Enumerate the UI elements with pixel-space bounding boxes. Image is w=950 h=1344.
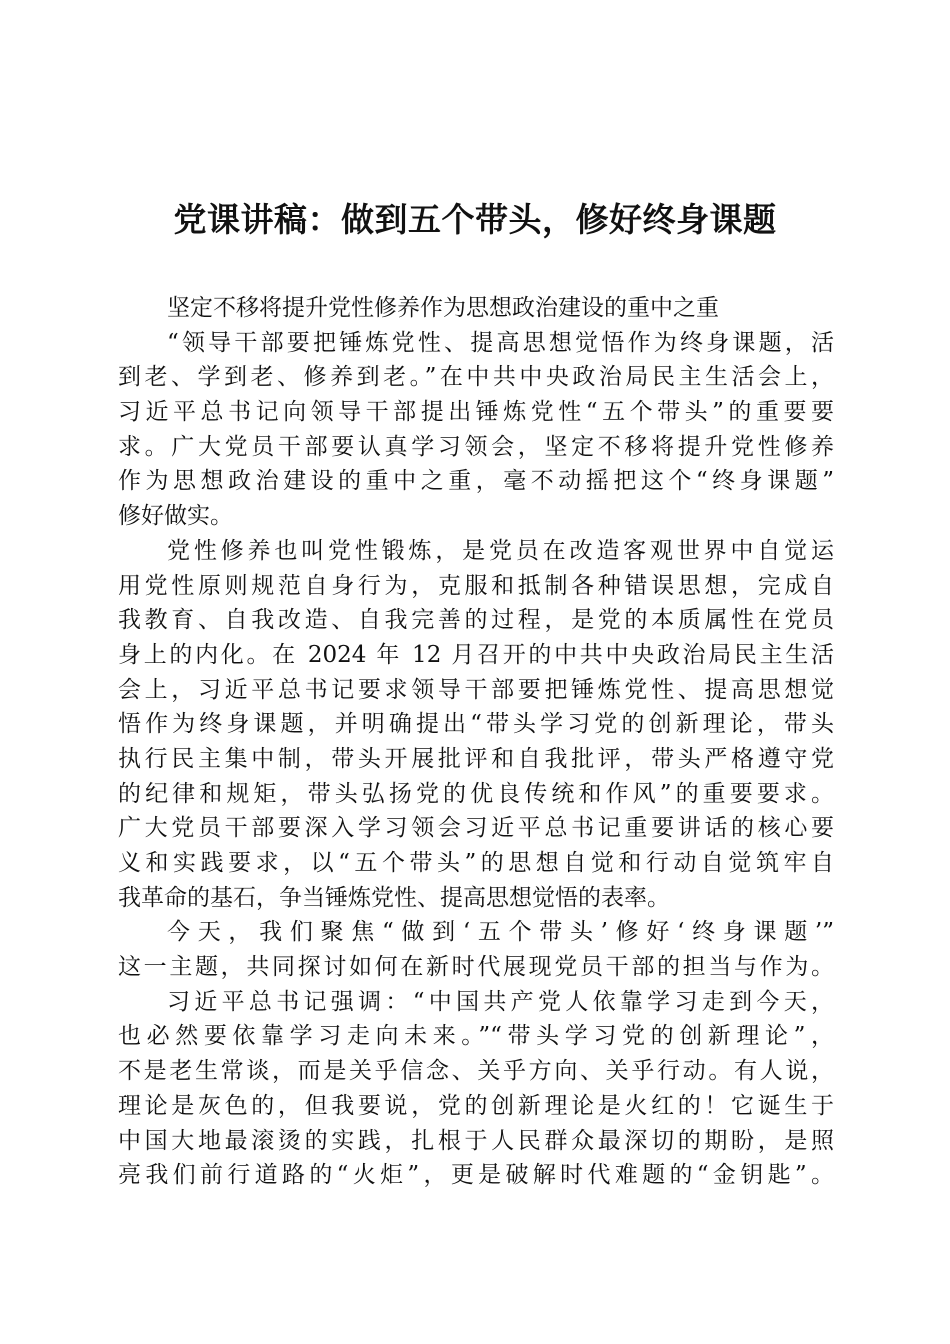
text-line: 作为思想政治建设的重中之重，毫不动摇把这个“终身课题” <box>118 468 834 495</box>
text-line: 到老、学到老、修养到老。”在中共中央政治局民主生活会上， <box>118 364 834 391</box>
section-heading: 坚定不移将提升党性修养作为思想政治建设的重中之重 <box>167 295 719 321</box>
paragraph-4 <box>118 985 834 1193</box>
text-line: 习近平总书记强调：“中国共产党人依靠学习走到今天， <box>167 988 834 1015</box>
text-line: 不是老生常谈，而是关乎信念、关乎方向、关乎行动。有人说， <box>118 1058 834 1085</box>
text-line: 理论是灰色的，但我要说，党的创新理论是火红的！它诞生于 <box>118 1092 834 1119</box>
text-line: 求。广大党员干部要认真学习领会，坚定不移将提升党性修养 <box>118 433 834 460</box>
paragraph-2 <box>118 534 834 916</box>
paragraph-1 <box>118 326 834 534</box>
text-line: 义和实践要求，以“五个带头”的思想自觉和行动自觉筑牢自 <box>118 850 834 876</box>
text-line: 广大党员干部要深入学习领会习近平总书记重要讲话的核心要 <box>118 815 834 842</box>
text-line: 执行民主集中制，带头开展批评和自我批评，带头严格遵守党 <box>118 745 834 772</box>
text-line: 我教育、自我改造、自我完善的过程，是党的本质属性在党员 <box>118 607 834 634</box>
paragraph-3 <box>118 915 834 984</box>
text-line: “领导干部要把锤炼党性、提高思想觉悟作为终身课题，活 <box>167 329 834 356</box>
text-line: 身上的内化。在 2024 年 12 月召开的中共中央政治局民主生活 <box>118 641 834 668</box>
text-line: 悟作为终身课题，并明确提出“带头学习党的创新理论，带头 <box>118 711 834 738</box>
text-line: 中国大地最滚烫的实践，扎根于人民群众最深切的期盼，是照 <box>118 1127 834 1154</box>
text-line: 修好做实。 <box>118 503 233 530</box>
document-title: 党课讲稿：做到五个带头，修好终身课题 <box>173 200 777 239</box>
text-line: 这一主题，共同探讨如何在新时代展现党员干部的担当与作为。 <box>118 954 834 981</box>
text-line: 用党性原则规范自身行为，克服和抵制各种错误思想，完成自 <box>118 572 834 599</box>
text-line: 的纪律和规矩，带头弘扬党的优良传统和作风”的重要要求。 <box>118 780 834 807</box>
text-line: 习近平总书记向领导干部提出锤炼党性“五个带头”的重要要 <box>118 399 834 426</box>
text-line: 我革命的基石，争当锤炼党性、提高思想觉悟的表率。 <box>118 884 670 911</box>
text-line: 今天，我们聚焦“做到‘五个带头’修好‘终身课题’” <box>167 919 834 946</box>
text-line: 亮我们前行道路的“火炬”，更是破解时代难题的“金钥匙”。 <box>118 1162 834 1189</box>
text-line: 会上，习近平总书记要求领导干部要把锤炼党性、提高思想觉 <box>118 676 834 703</box>
text-line: 也必然要依靠学习走向未来。”“带头学习党的创新理论”， <box>118 1023 834 1050</box>
document-body <box>118 291 834 1193</box>
text-line: 党性修养也叫党性锻炼，是党员在改造客观世界中自觉运 <box>167 537 834 564</box>
